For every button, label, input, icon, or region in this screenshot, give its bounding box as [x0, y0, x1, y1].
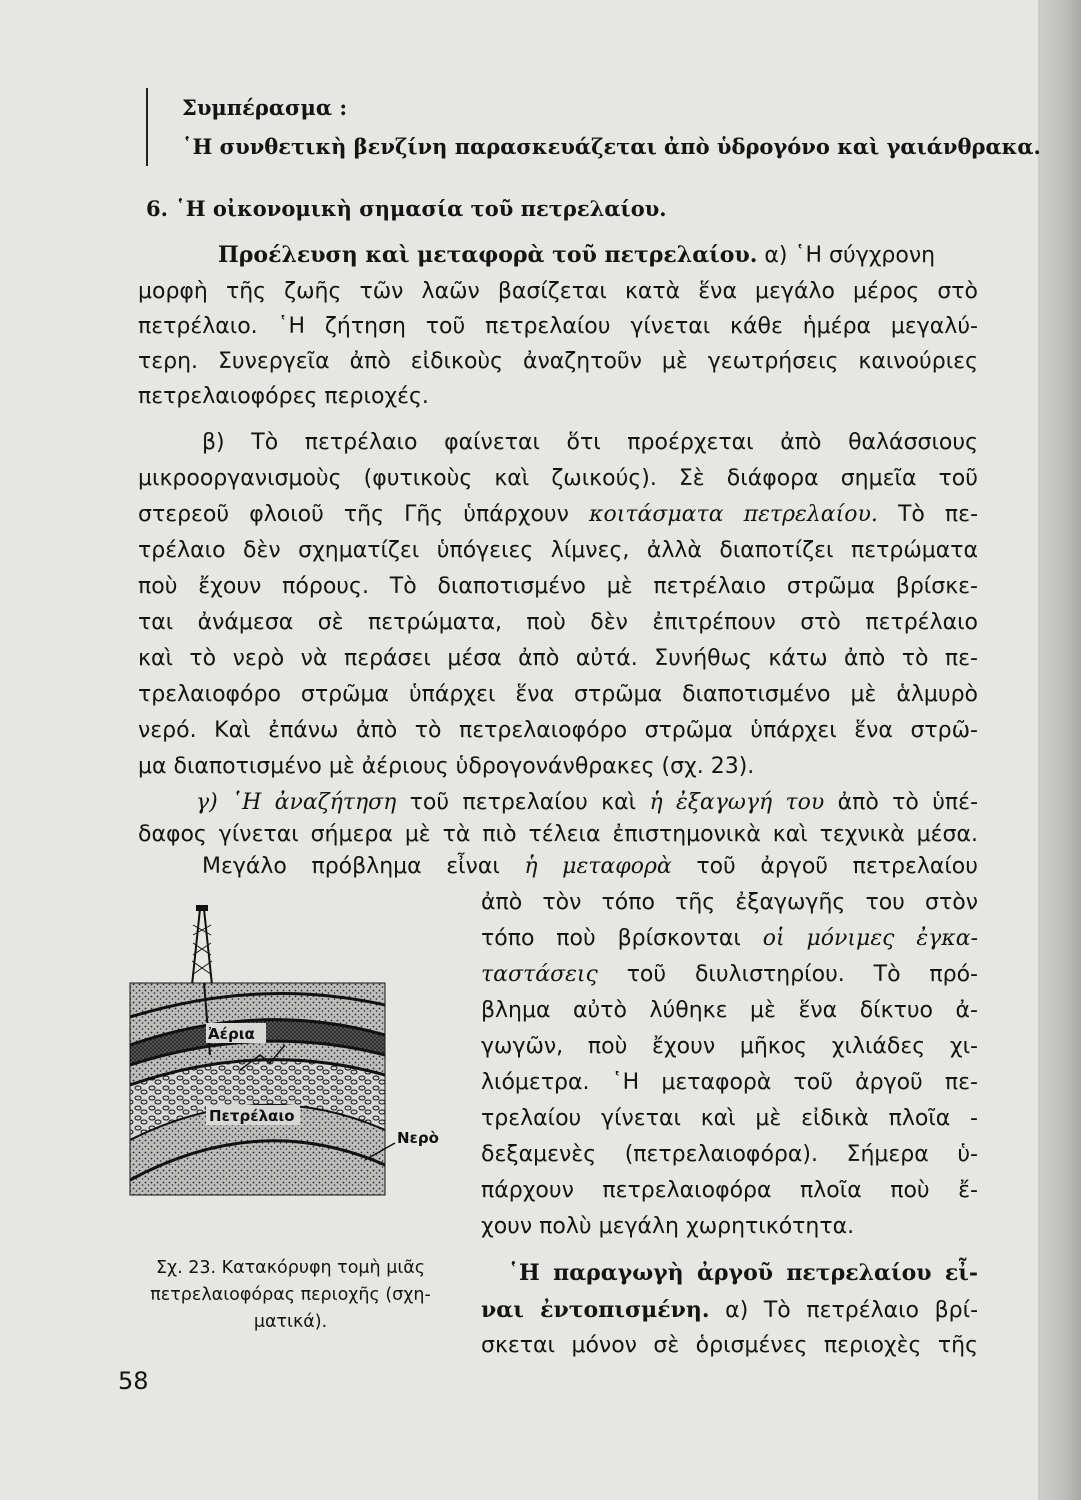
conclusion-label: Συμπέρασμα : — [182, 95, 348, 120]
para4-line3: σκεται μόνον σὲ ὁρισμένες περιοχὲς τῆς — [481, 1333, 978, 1358]
page-number: 58 — [118, 1367, 149, 1395]
para4-line2: ναι ἐντοπισμένη. α) Τὸ πετρέλαιο βρί- — [481, 1297, 979, 1323]
conclusion-box — [146, 88, 1042, 166]
para1-lead: Προέλευση καὶ μεταφορὰ τοῦ πετρελαίου. — [218, 242, 758, 268]
para3-line2: δαφος γίνεται σήμερα μὲ τὰ πιὸ τέλεια ἐπιστημονικὰ καὶ τεχνικὰ μέσα. — [138, 822, 978, 847]
para3-line13: χουν πολὺ μεγάλη χωρητικότητα. — [481, 1214, 855, 1239]
oil-section-diagram — [120, 905, 465, 1205]
para3-line9: λιόμετρα. ῾Η μεταφορὰ τοῦ ἀργοῦ πε- — [481, 1070, 978, 1095]
para2-line8: τρελαιοφόρο στρῶμα ὑπάρχει ἕνα στρῶμα διαποτισμένο μὲ ἁλμυρὸ — [138, 682, 978, 707]
para3-line10: τρελαίου γίνεται καὶ μὲ εἰδικὰ πλοῖα - — [481, 1106, 978, 1131]
para2-line9: νερό. Καὶ ἐπάνω ἀπὸ τὸ πετρελαιοφόρο στρῶμα ὑπάρχει ἕνα στρῶ- — [138, 718, 978, 743]
para3-line5: τόπο ποὺ βρίσκονται οἱ μόνιμες ἐγκα- — [481, 926, 978, 951]
para1-line4: τερη. Συνεργεῖα ἀπὸ εἰδικοὺς ἀναζητοῦν μὲ γεωτρήσεις καινούριες — [138, 349, 978, 374]
figure-oil-section — [120, 905, 465, 1205]
para3-line3: Μεγάλο πρόβλημα εἶναι ἡ μεταφορὰ τοῦ ἀργοῦ πετρελαίου — [202, 854, 978, 879]
para4-line1: ῾Η παραγωγὴ ἀργοῦ πετρελαίου εἶ- — [508, 1260, 978, 1286]
para3-line1: γ) ῾Η ἀναζήτηση τοῦ πετρελαίου καὶ ἡ ἐξαγωγή του ἀπὸ τὸ ὑπέ- — [196, 790, 979, 815]
para3-line7: βλημα αὐτὸ λύθηκε μὲ ἕνα δίκτυο ἀ- — [481, 998, 978, 1023]
para3-line4: ἀπὸ τὸν τόπο τῆς ἐξαγωγῆς του στὸν — [481, 890, 978, 915]
para3-line6: ταστάσεις τοῦ διυλιστηρίου. Τὸ πρό- — [481, 962, 978, 987]
para2-line3: στερεοῦ φλοιοῦ τῆς Γῆς ὑπάρχουν κοιτάσματα πετρελαίου. Τὸ πε- — [138, 502, 979, 527]
page-edge — [1040, 0, 1081, 1500]
para3-line8: γωγῶν, ποὺ ἔχουν μῆκος χιλιάδες χι- — [481, 1034, 978, 1059]
figure-caption: Σχ. 23. Κατακόρυφη τομὴ μιᾶς πετρελαιοφόρας περιοχῆς (σχη- ματικά). — [150, 1258, 431, 1332]
para2-line1: β) Τὸ πετρέλαιο φαίνεται ὅτι προέρχεται ἀπὸ θαλάσσιους — [202, 430, 978, 455]
label-oil: Πετρέλαιο — [209, 1107, 295, 1125]
para1-line5: πετρελαιοφόρες περιοχές. — [138, 384, 429, 409]
para1-line1: Προέλευση καὶ μεταφορὰ τοῦ πετρελαίου. α) ῾Η σύγχρονη — [218, 242, 936, 268]
para3-line12: πάρχουν πετρελαιοφόρα πλοῖα ποὺ ἔ- — [481, 1178, 978, 1203]
conclusion-text: ῾Η συνθετικὴ βενζίνη παρασκευάζεται ἀπὸ ὑδρογόνο καὶ γαιάνθρακα. — [182, 134, 1041, 159]
para3-line11: δεξαμενὲς (πετρελαιοφόρα). Σήμερα ὑ- — [481, 1142, 978, 1167]
para2-line2: μικροοργανισμοὺς (φυτικοὺς καὶ ζωικούς). Σὲ διάφορα σημεῖα τοῦ — [138, 466, 978, 491]
para2-line7: καὶ τὸ νερὸ νὰ περάσει μέσα ἀπὸ αὐτά. Συνήθως κάτω ἀπὸ τὸ πε- — [138, 646, 978, 671]
para1-line3: πετρέλαιο. ῾Η ζήτηση τοῦ πετρελαίου γίνεται κάθε ἡμέρα μεγαλύ- — [138, 314, 978, 339]
label-gas: Ἀέρια — [208, 1025, 255, 1043]
para2-line10: μα διαποτισμένο μὲ ἀέριους ὑδρογονάνθρακες (σχ. 23). — [138, 754, 755, 779]
section-title: 6. ῾Η οἰκονομικὴ σημασία τοῦ πετρελαίου. — [146, 196, 667, 221]
para2-line4: τρέλαιο δὲν σχηματίζει ὑπόγειες λίμνες, ἀλλὰ διαποτίζει πετρώματα — [138, 538, 978, 563]
para2-line5: ποὺ ἔχουν πόρους. Τὸ διαποτισμένο μὲ πετρέλαιο στρῶμα βρίσκε- — [138, 574, 978, 599]
para2-line6: ται ἀνάμεσα σὲ πετρώματα, ποὺ δὲν ἐπιτρέπουν στὸ πετρέλαιο — [138, 610, 978, 635]
label-water: Νερὸ — [397, 1129, 439, 1147]
para1-line2: μορφὴ τῆς ζωῆς τῶν λαῶν βασίζεται κατὰ ἕνα μεγάλο μέρος στὸ — [138, 279, 978, 304]
